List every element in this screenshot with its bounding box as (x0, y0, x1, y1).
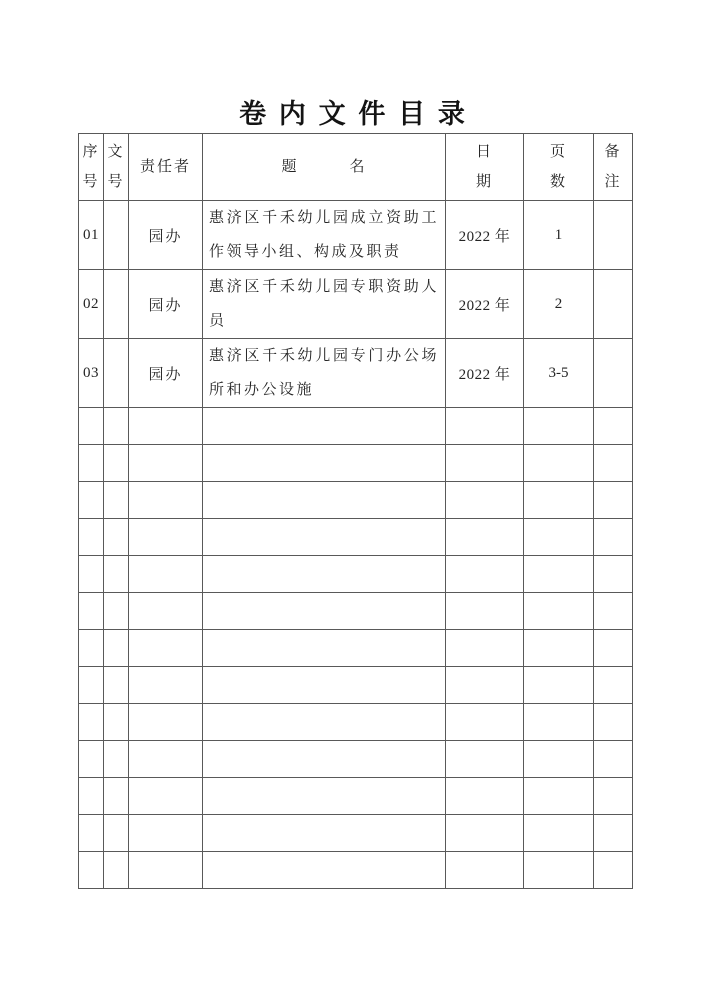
title-cell-empty (203, 593, 446, 630)
date-cell: 2022 年 (446, 201, 524, 270)
remarks-cell (594, 201, 633, 270)
title-cell-empty (203, 852, 446, 889)
header-remarks-line1: 备 (604, 144, 622, 160)
date-cell-empty (446, 630, 524, 667)
seq-cell-empty (79, 704, 104, 741)
doc-no-cell (104, 339, 129, 408)
seq-cell-empty (79, 852, 104, 889)
responsible-cell-empty (129, 408, 203, 445)
responsible-cell-empty (129, 556, 203, 593)
table-row-empty (79, 852, 633, 889)
date-cell-empty (446, 593, 524, 630)
date-cell-empty (446, 519, 524, 556)
remarks-cell-empty (594, 482, 633, 519)
header-doc-no-line1: 文 (107, 144, 125, 160)
header-pages (524, 134, 594, 201)
header-remarks-line2: 注 (604, 174, 622, 190)
title-cell-empty (203, 667, 446, 704)
pages-cell-empty (524, 519, 594, 556)
title-cell-empty (203, 519, 446, 556)
seq-cell-empty (79, 482, 104, 519)
title-cell-empty (203, 704, 446, 741)
date-cell-empty (446, 408, 524, 445)
responsible-cell-empty (129, 852, 203, 889)
responsible-cell-empty (129, 815, 203, 852)
date-cell-empty (446, 482, 524, 519)
doc-no-cell-empty (104, 482, 129, 519)
doc-no-cell-empty (104, 741, 129, 778)
header-seq (79, 134, 104, 201)
seq-cell-empty (79, 408, 104, 445)
date-cell-empty (446, 556, 524, 593)
remarks-cell (594, 270, 633, 339)
header-date (446, 134, 524, 201)
doc-no-cell-empty (104, 556, 129, 593)
seq-cell-empty (79, 667, 104, 704)
header-doc-no (104, 134, 129, 201)
header-date-line2: 期 (475, 174, 493, 190)
responsible-cell-empty (129, 593, 203, 630)
doc-no-cell-empty (104, 593, 129, 630)
pages-cell-empty (524, 741, 594, 778)
seq-cell-empty (79, 815, 104, 852)
remarks-cell (594, 339, 633, 408)
seq-cell-empty (79, 778, 104, 815)
date-cell: 2022 年 (446, 339, 524, 408)
header-seq-line1: 序 (82, 144, 100, 160)
doc-no-cell-empty (104, 815, 129, 852)
doc-no-cell-empty (104, 778, 129, 815)
table-row-empty (79, 482, 633, 519)
responsible-cell: 园办 (129, 270, 203, 339)
catalog-table (78, 133, 633, 889)
date-cell-empty (446, 704, 524, 741)
date-cell: 2022 年 (446, 270, 524, 339)
remarks-cell-empty (594, 741, 633, 778)
header-title (203, 134, 446, 201)
remarks-cell-empty (594, 519, 633, 556)
remarks-cell-empty (594, 593, 633, 630)
remarks-cell-empty (594, 556, 633, 593)
header-row (79, 134, 633, 201)
table-row (79, 201, 633, 270)
remarks-cell-empty (594, 778, 633, 815)
header-responsible (129, 134, 203, 201)
remarks-cell-empty (594, 408, 633, 445)
doc-no-cell-empty (104, 704, 129, 741)
doc-no-cell-empty (104, 408, 129, 445)
title-cell: 惠济区千禾幼儿园成立资助工作领导小组、构成及职责 (203, 201, 446, 270)
remarks-cell-empty (594, 667, 633, 704)
doc-no-cell-empty (104, 519, 129, 556)
title-cell-empty (203, 482, 446, 519)
header-responsible-line1: 责任者 (139, 159, 191, 175)
table-row-empty (79, 408, 633, 445)
date-cell-empty (446, 778, 524, 815)
header-pages-line1: 页 (549, 144, 567, 160)
responsible-cell-empty (129, 667, 203, 704)
doc-no-cell (104, 201, 129, 270)
table-row (79, 270, 633, 339)
seq-cell: 01 (79, 201, 104, 270)
remarks-cell-empty (594, 445, 633, 482)
title-cell-empty (203, 408, 446, 445)
doc-no-cell-empty (104, 630, 129, 667)
date-cell-empty (446, 667, 524, 704)
date-cell-empty (446, 852, 524, 889)
table-row-empty (79, 667, 633, 704)
title-cell-empty (203, 778, 446, 815)
responsible-cell-empty (129, 741, 203, 778)
table-row (79, 339, 633, 408)
table-header (79, 134, 633, 201)
pages-cell-empty (524, 667, 594, 704)
doc-no-cell (104, 270, 129, 339)
date-cell-empty (446, 741, 524, 778)
header-pages-line2: 数 (549, 174, 567, 190)
title-cell-empty (203, 445, 446, 482)
doc-no-cell-empty (104, 667, 129, 704)
pages-cell: 1 (524, 201, 594, 270)
responsible-cell-empty (129, 519, 203, 556)
table-row-empty (79, 630, 633, 667)
header-date-line1: 日 (475, 144, 493, 160)
title-cell-empty (203, 630, 446, 667)
remarks-cell-empty (594, 815, 633, 852)
responsible-cell-empty (129, 704, 203, 741)
header-doc-no-line2: 号 (107, 174, 125, 190)
title-cell-empty (203, 815, 446, 852)
doc-no-cell-empty (104, 445, 129, 482)
table-row-empty (79, 815, 633, 852)
table-row-empty (79, 593, 633, 630)
header-remarks (594, 134, 633, 201)
pages-cell-empty (524, 778, 594, 815)
seq-cell: 03 (79, 339, 104, 408)
pages-cell-empty (524, 852, 594, 889)
pages-cell-empty (524, 704, 594, 741)
pages-cell-empty (524, 815, 594, 852)
seq-cell-empty (79, 445, 104, 482)
responsible-cell-empty (129, 482, 203, 519)
seq-cell-empty (79, 556, 104, 593)
seq-cell-empty (79, 593, 104, 630)
header-seq-line2: 号 (82, 174, 100, 190)
responsible-cell-empty (129, 630, 203, 667)
table-row-empty (79, 556, 633, 593)
responsible-cell: 园办 (129, 339, 203, 408)
pages-cell-empty (524, 630, 594, 667)
header-title-line1: 题 名 (281, 159, 367, 175)
pages-cell-empty (524, 482, 594, 519)
remarks-cell-empty (594, 852, 633, 889)
table-row-empty (79, 741, 633, 778)
seq-cell: 02 (79, 270, 104, 339)
title-cell-empty (203, 556, 446, 593)
responsible-cell-empty (129, 445, 203, 482)
seq-cell-empty (79, 519, 104, 556)
table-row-empty (79, 704, 633, 741)
pages-cell-empty (524, 593, 594, 630)
title-cell: 惠济区千禾幼儿园专职资助人员 (203, 270, 446, 339)
remarks-cell-empty (594, 630, 633, 667)
doc-no-cell-empty (104, 852, 129, 889)
page-title: 卷 内 文 件 目 录 (239, 99, 468, 129)
pages-cell: 3-5 (524, 339, 594, 408)
pages-cell-empty (524, 445, 594, 482)
table-row-empty (79, 445, 633, 482)
date-cell-empty (446, 815, 524, 852)
title-cell-empty (203, 741, 446, 778)
seq-cell-empty (79, 741, 104, 778)
responsible-cell: 园办 (129, 201, 203, 270)
table-body (79, 201, 633, 889)
responsible-cell-empty (129, 778, 203, 815)
remarks-cell-empty (594, 704, 633, 741)
title-cell: 惠济区千禾幼儿园专门办公场所和办公设施 (203, 339, 446, 408)
pages-cell-empty (524, 556, 594, 593)
table-row-empty (79, 519, 633, 556)
pages-cell: 2 (524, 270, 594, 339)
date-cell-empty (446, 445, 524, 482)
table-row-empty (79, 778, 633, 815)
seq-cell-empty (79, 630, 104, 667)
pages-cell-empty (524, 408, 594, 445)
